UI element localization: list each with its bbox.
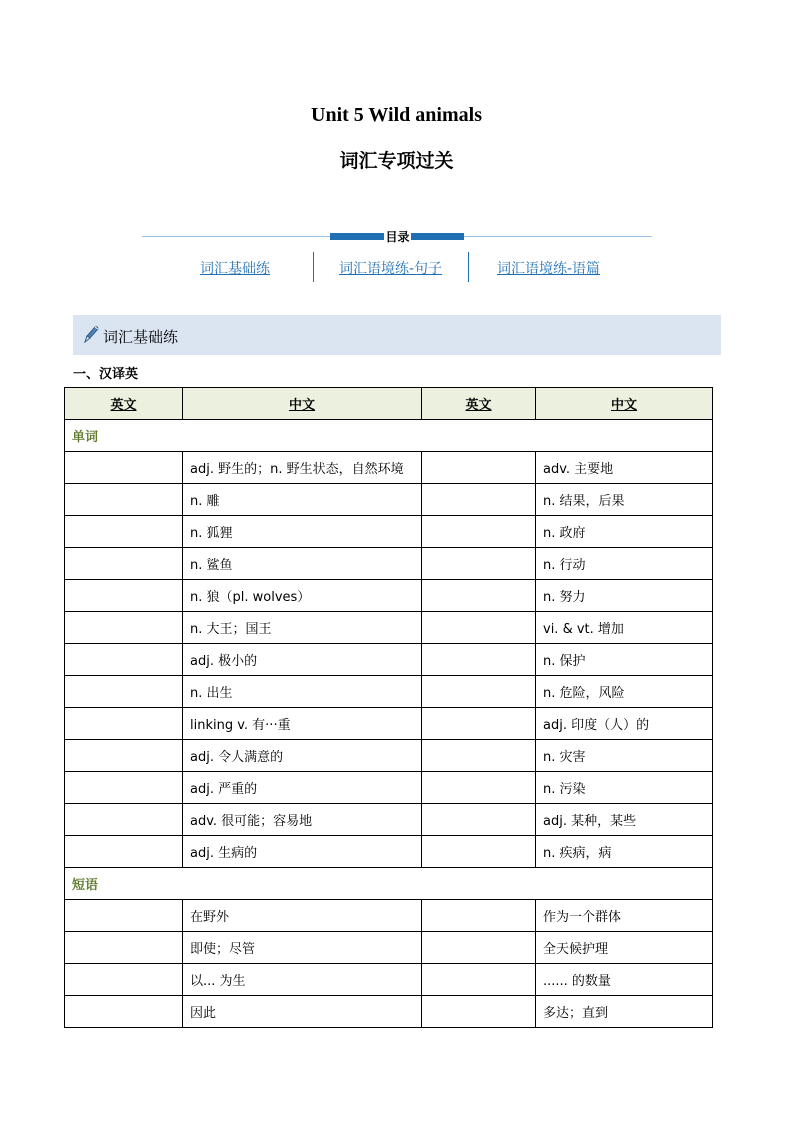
table-row	[65, 740, 713, 772]
table-row	[65, 900, 713, 932]
chinese-cell: n. 努力	[536, 580, 713, 612]
chinese-cell: 全天候护理	[536, 932, 713, 964]
chinese-cell: n. 狼（pl. wolves）	[183, 580, 422, 612]
english-answer-cell[interactable]	[422, 964, 536, 996]
chinese-cell: adj. 严重的	[183, 772, 422, 804]
english-answer-cell[interactable]	[422, 804, 536, 836]
english-answer-cell[interactable]	[422, 772, 536, 804]
toc-link-vocab-basics[interactable]: 词汇基础练	[200, 261, 270, 277]
table-row	[65, 996, 713, 1028]
column-header-english: 英文	[422, 388, 536, 420]
english-answer-cell[interactable]	[65, 580, 183, 612]
column-header-english: 英文	[65, 388, 183, 420]
chinese-cell: vi. & vt. 增加	[536, 612, 713, 644]
chinese-cell: n. 疾病，病	[536, 836, 713, 868]
english-answer-cell[interactable]	[65, 836, 183, 868]
english-answer-cell[interactable]	[65, 644, 183, 676]
toc-label: 目录	[385, 230, 410, 244]
english-answer-cell[interactable]	[65, 900, 183, 932]
english-answer-cell[interactable]	[422, 996, 536, 1028]
chinese-cell: adj. 某种，某些	[536, 804, 713, 836]
english-answer-cell[interactable]	[65, 740, 183, 772]
table-row	[65, 804, 713, 836]
english-answer-cell[interactable]	[65, 676, 183, 708]
chinese-cell: 即使；尽管	[183, 932, 422, 964]
chinese-cell: n. 结果，后果	[536, 484, 713, 516]
english-answer-cell[interactable]	[422, 900, 536, 932]
section-header	[73, 315, 721, 355]
table-row	[65, 580, 713, 612]
section-title: 词汇基础练	[103, 328, 179, 346]
table-row	[65, 772, 713, 804]
toc-bar-right	[411, 233, 464, 240]
table-group-row	[65, 868, 713, 900]
english-answer-cell[interactable]	[65, 548, 183, 580]
english-answer-cell[interactable]	[422, 612, 536, 644]
english-answer-cell[interactable]	[65, 996, 183, 1028]
table-row	[65, 484, 713, 516]
english-answer-cell[interactable]	[65, 452, 183, 484]
vocab-table	[64, 387, 713, 1028]
chinese-cell: 在野外	[183, 900, 422, 932]
chinese-cell: 作为一个群体	[536, 900, 713, 932]
english-answer-cell[interactable]	[422, 580, 536, 612]
english-answer-cell[interactable]	[422, 644, 536, 676]
table-group-row	[65, 420, 713, 452]
group-label: 单词	[65, 420, 713, 452]
toc-link-vocab-sentence[interactable]: 词汇语境练-句子	[339, 261, 443, 277]
english-answer-cell[interactable]	[422, 676, 536, 708]
table-row	[65, 932, 713, 964]
chinese-cell: adj. 令人满意的	[183, 740, 422, 772]
document-title-en: Unit 5 Wild animals	[311, 104, 482, 126]
table-row	[65, 964, 713, 996]
chinese-cell: 以... 为生	[183, 964, 422, 996]
column-header-chinese: 中文	[536, 388, 713, 420]
chinese-cell: n. 狐狸	[183, 516, 422, 548]
chinese-cell: adv. 很可能；容易地	[183, 804, 422, 836]
chinese-cell: adv. 主要地	[536, 452, 713, 484]
chinese-cell: 因此	[183, 996, 422, 1028]
table-row	[65, 644, 713, 676]
table-header-row	[65, 388, 713, 420]
chinese-cell: 多达；直到	[536, 996, 713, 1028]
english-answer-cell[interactable]	[65, 484, 183, 516]
chinese-cell: n. 灾害	[536, 740, 713, 772]
english-answer-cell[interactable]	[65, 772, 183, 804]
column-header-chinese: 中文	[183, 388, 422, 420]
pen-icon	[82, 325, 100, 345]
english-answer-cell[interactable]	[422, 708, 536, 740]
english-answer-cell[interactable]	[422, 932, 536, 964]
chinese-cell: n. 鲨鱼	[183, 548, 422, 580]
table-row	[65, 836, 713, 868]
english-answer-cell[interactable]	[422, 740, 536, 772]
chinese-cell: n. 危险，风险	[536, 676, 713, 708]
table-row	[65, 708, 713, 740]
toc-separator	[313, 252, 314, 282]
chinese-cell: n. 雕	[183, 484, 422, 516]
english-answer-cell[interactable]	[422, 836, 536, 868]
english-answer-cell[interactable]	[422, 516, 536, 548]
group-label: 短语	[65, 868, 713, 900]
english-answer-cell[interactable]	[65, 932, 183, 964]
chinese-cell: adj. 印度（人）的	[536, 708, 713, 740]
chinese-cell: adj. 极小的	[183, 644, 422, 676]
chinese-cell: linking v. 有···重	[183, 708, 422, 740]
english-answer-cell[interactable]	[65, 612, 183, 644]
chinese-cell: n. 政府	[536, 516, 713, 548]
english-answer-cell[interactable]	[422, 548, 536, 580]
table-row	[65, 676, 713, 708]
chinese-cell: ...... 的数量	[536, 964, 713, 996]
english-answer-cell[interactable]	[422, 484, 536, 516]
chinese-cell: n. 出生	[183, 676, 422, 708]
chinese-cell: n. 大王；国王	[183, 612, 422, 644]
chinese-cell: adj. 生病的	[183, 836, 422, 868]
toc-link-vocab-passage[interactable]: 词汇语境练-语篇	[497, 261, 601, 277]
table-row	[65, 516, 713, 548]
toc-bar-left	[330, 233, 384, 240]
table-row	[65, 548, 713, 580]
chinese-cell: n. 保护	[536, 644, 713, 676]
part-title: 一、汉译英	[73, 367, 139, 382]
chinese-cell: n. 行动	[536, 548, 713, 580]
table-row	[65, 452, 713, 484]
english-answer-cell[interactable]	[65, 708, 183, 740]
toc-separator	[468, 252, 469, 282]
english-answer-cell[interactable]	[65, 964, 183, 996]
english-answer-cell[interactable]	[65, 516, 183, 548]
chinese-cell: adj. 野生的；n. 野生状态，自然环境	[183, 452, 422, 484]
document-title-cn: 词汇专项过关	[339, 150, 454, 172]
chinese-cell: n. 污染	[536, 772, 713, 804]
table-row	[65, 612, 713, 644]
english-answer-cell[interactable]	[65, 804, 183, 836]
english-answer-cell[interactable]	[422, 452, 536, 484]
